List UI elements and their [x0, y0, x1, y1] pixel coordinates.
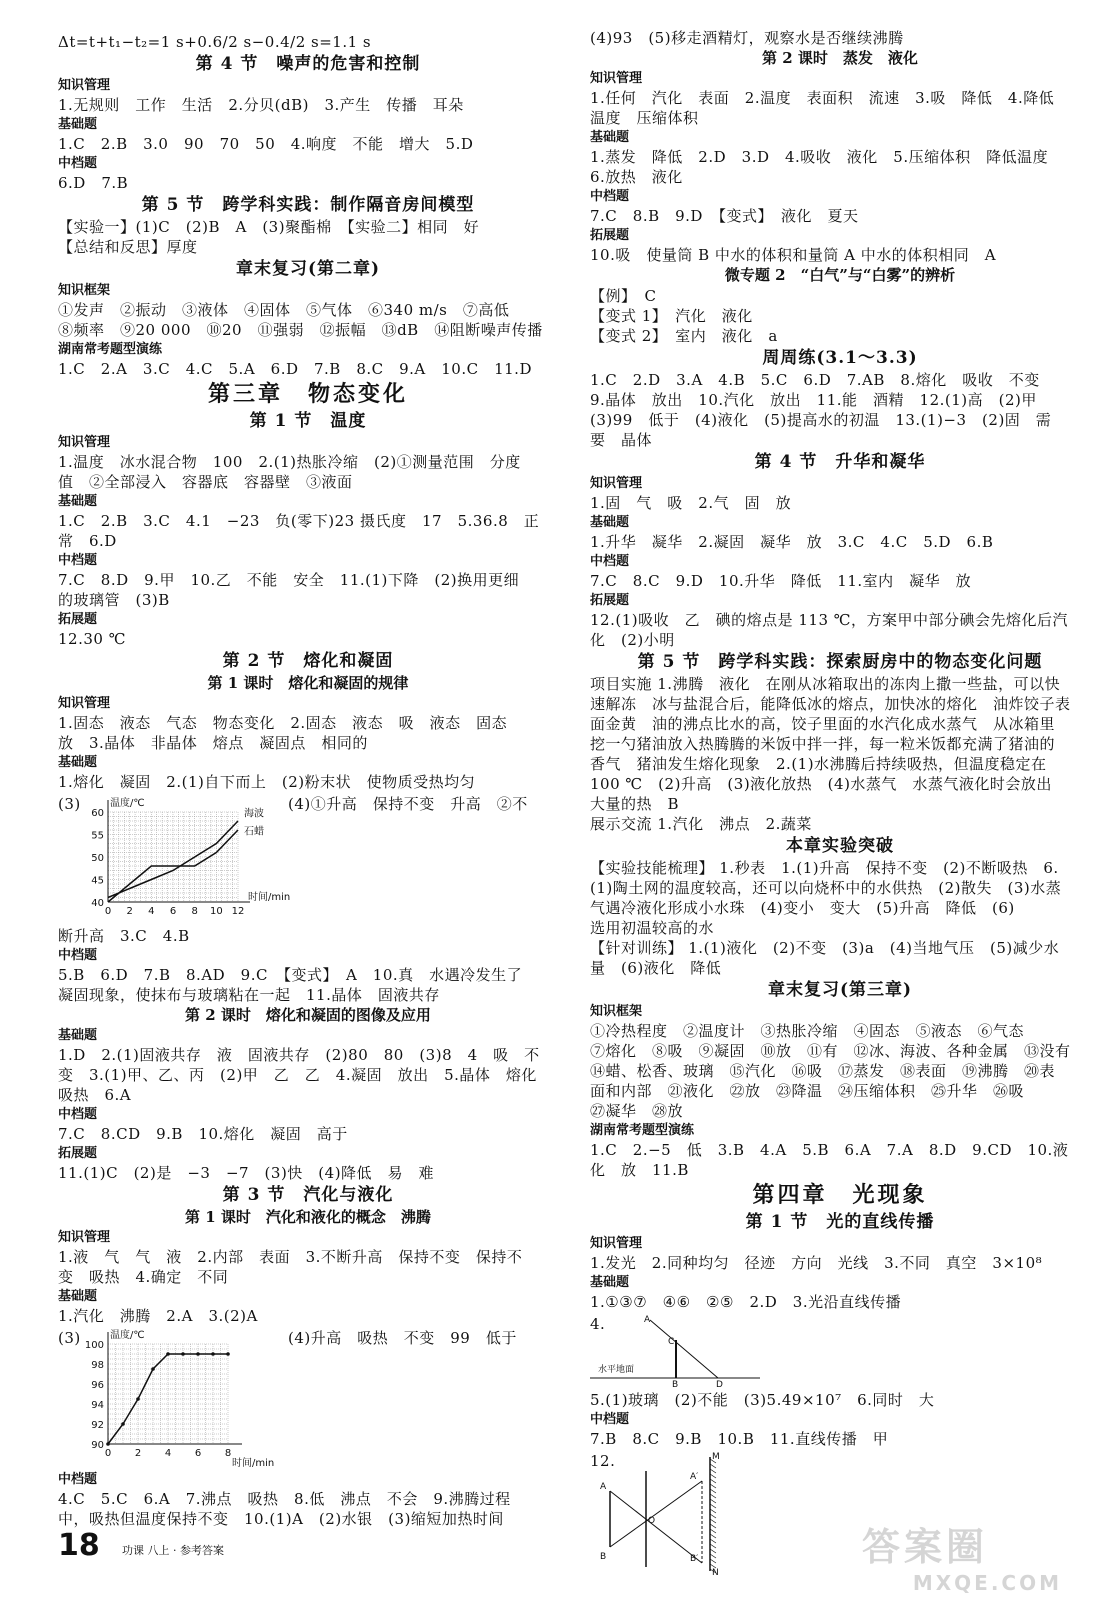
answer-line: 要 晶体: [590, 431, 653, 449]
answer-line: 温度 压缩体积: [590, 109, 699, 127]
pinhole-chart: [590, 1451, 750, 1577]
y-tick-label: 50: [91, 853, 104, 864]
answer-line: 【变式 1】 汽化 液化: [590, 307, 753, 325]
left-column: [58, 32, 558, 1529]
chapter-title: 第三章 物态变化: [207, 381, 408, 407]
category-label: 中档题: [590, 554, 630, 569]
answer-line: 100 ℃ (2)升高 (3)液化放热 (4)水蒸气 水蒸气液化时会放出: [590, 775, 1052, 793]
answer-line: 吸热 6.A: [58, 1086, 132, 1104]
y-tick-label: 92: [91, 1420, 104, 1431]
category-label: 基础题: [58, 1028, 98, 1043]
point-label: B: [600, 1552, 607, 1562]
category-label: 知识管理: [58, 696, 111, 711]
point-label: N: [712, 1568, 719, 1577]
y-tick-label: 60: [91, 808, 104, 819]
answer-line: 11.(1)C (2)是 −3 −7 (3)快 (4)降低 易 难: [58, 1164, 435, 1182]
boiling-chart: [78, 1328, 308, 1468]
answer-line: 7.B 8.C 9.B 10.B 11.直线传播 甲: [590, 1430, 889, 1448]
section-title: 周周练(3.1～3.3): [762, 348, 918, 368]
lesson-title: 第 2 课时 熔化和凝固的图像及应用: [185, 1006, 431, 1024]
section-title: 章末复习(第三章): [767, 980, 913, 1000]
answer-line: (3)99 低于 (4)液化 (5)提高水的初温 13.(1)−3 (2)固 需: [590, 411, 1052, 429]
x-tick-label: 4: [148, 906, 155, 917]
ground-label: 水平地面: [598, 1365, 635, 1375]
right-column: [590, 28, 1090, 1579]
lesson-title: 第 2 课时 蒸发 液化: [762, 49, 918, 67]
question-number: (3): [58, 1329, 81, 1347]
answer-line: 大量的热 B: [590, 795, 680, 813]
category-label: 湖南常考题型演练: [58, 342, 163, 357]
answer-line: 选用初温较高的水: [590, 919, 715, 937]
category-label: 拓展题: [590, 593, 630, 608]
answer-line: 【实验一】(1)C (2)B A (3)聚酯棉 【实验二】相同 好: [58, 218, 480, 236]
y-tick-label: 40: [91, 898, 104, 909]
y-tick-label: 94: [91, 1400, 104, 1411]
chapter-title: 第四章 光现象: [752, 1182, 928, 1208]
answer-line: 7.C 8.B 9.D 【变式】 液化 夏天: [590, 207, 859, 225]
answer-line: 【例】 C: [590, 287, 657, 305]
answer-line: 1.C 2.D 3.A 4.B 5.C 6.D 7.AB 8.熔化 吸收 不变: [590, 371, 1040, 389]
answer-line: 1.任何 汽化 表面 2.温度 表面积 流速 3.吸 降低 4.降低: [590, 89, 1055, 107]
category-label: 知识管理: [58, 78, 111, 93]
answer-line: 速解冻 冰与盐混合后，能降低冰的熔点，加快冰的熔化 油炸饺子表: [590, 695, 1071, 713]
answer-line: 常 6.D: [58, 532, 117, 550]
answer-line: 化 (2)小明: [590, 631, 675, 649]
answer-line: 7.C 8.CD 9.B 10.熔化 凝固 高于: [58, 1125, 348, 1143]
answer-line: ⑧频率 ⑨20 000 ⑩20 ⑪强弱 ⑫振幅 ⑬dB ⑭阻断噪声传播: [58, 321, 543, 339]
answer-line: 6.放热 液化: [590, 168, 683, 186]
x-tick-label: 0: [104, 1448, 112, 1459]
light-ray-diagram: [590, 1314, 770, 1388]
category-label: 基础题: [590, 130, 630, 145]
x-tick-label: 10: [209, 906, 223, 917]
footer-text: 功课 八上 · 参考答案: [122, 1544, 224, 1557]
lesson-title: 第 1 课时 熔化和凝固的规律: [207, 674, 409, 692]
page-number: 18: [58, 1528, 100, 1563]
point-label: C: [668, 1337, 675, 1347]
legend-label: 海波: [244, 808, 264, 820]
category-label: 知识管理: [58, 1230, 111, 1245]
answer-line: 12.(1)吸收 乙 碘的熔点是 113 ℃，方案甲中部分碘会先熔化后汽: [590, 611, 1069, 629]
category-label: 基础题: [590, 515, 630, 530]
category-label: 中档题: [58, 1107, 98, 1122]
answer-line: 【变式 2】 室内 液化 a: [590, 327, 778, 345]
category-label: 基础题: [590, 1275, 630, 1290]
answer-line: 1.固态 液态 气态 物态变化 2.固态 液态 吸 液态 固态: [58, 714, 508, 732]
section-title: 第 5 节 跨学科实践：探索厨房中的物态变化问题: [637, 652, 1043, 672]
y-axis-label: 温度/℃: [110, 1330, 145, 1341]
category-label: 中档题: [58, 553, 98, 568]
point-label: A′: [690, 1472, 699, 1482]
answer-line: ①冷热程度 ②温度计 ③热胀冷缩 ④固态 ⑤液态 ⑥气态: [590, 1022, 1025, 1040]
answer-line: 放 3.晶体 非晶体 熔点 凝固点 相同的: [58, 734, 368, 752]
watermark: [862, 1516, 1062, 1595]
section-title: 第 2 节 熔化和凝固: [222, 651, 394, 671]
answer-line: 1.C 2.−5 低 3.B 4.A 5.B 6.A 7.A 8.D 9.CD 10.液: [590, 1141, 1069, 1159]
x-tick-label: 8: [191, 906, 198, 917]
category-label: 基础题: [58, 117, 98, 132]
point-label: A: [600, 1482, 607, 1492]
answer-line: 1.升华 凝华 2.凝固 凝华 放 3.C 4.C 5.D 6.B: [590, 533, 994, 551]
x-tick-label: 4: [164, 1448, 172, 1459]
category-label: 中档题: [58, 1472, 98, 1487]
answer-line: 面金黄 油的沸点比水的高，饺子里面的水汽化成水蒸气 从冰箱里: [590, 715, 1056, 733]
answer-line: 6.D 7.B: [58, 174, 129, 192]
answer-line: 10.吸 使量筒 B 中水的体积和量筒 A 中水的体积相同 A: [590, 246, 997, 264]
y-tick-label: 100: [84, 1340, 104, 1351]
category-label: 知识管理: [590, 1236, 643, 1251]
x-axis-label: 时间/min: [232, 1458, 275, 1468]
answer-line: 9.晶体 放出 10.汽化 放出 11.能 酒精 12.(1)高 (2)甲: [590, 391, 1037, 409]
category-label: 基础题: [58, 494, 98, 509]
answer-line: 的玻璃管 (3)B: [58, 591, 170, 609]
x-tick-label: 8: [224, 1448, 232, 1459]
category-label: 知识管理: [58, 435, 111, 450]
answer-line: 项目实施 1.沸腾 液化 在刚从冰箱取出的冻肉上撒一些盐，可以快: [590, 675, 1061, 693]
watermark-text: 答案圈: [862, 1525, 989, 1569]
point-label: D: [716, 1380, 723, 1388]
melting-chart: [78, 794, 308, 924]
point-label: A: [644, 1315, 651, 1325]
category-label: 湖南常考题型演练: [590, 1123, 695, 1138]
category-label: 拓展题: [58, 1146, 98, 1161]
answer-line: 挖一勺猪油放入热腾腾的米饭中拌一拌，每一粒米饭都充满了猪油的: [590, 735, 1056, 753]
answer-line: (4)93 (5)移走酒精灯，观察水是否继续沸腾: [590, 29, 904, 47]
y-tick-label: 96: [91, 1380, 104, 1391]
answer-line: 5.(1)玻璃 (2)不能 (3)5.49×10⁷ 6.同时 大: [590, 1391, 935, 1409]
answer-line: 【针对训练】 1.(1)液化 (2)不变 (3)a (4)当地气压 (5)减少水: [590, 939, 1060, 957]
category-label: 中档题: [590, 1412, 630, 1427]
y-tick-label: 45: [91, 875, 104, 887]
category-label: 拓展题: [58, 612, 98, 627]
answer-line: 4.C 5.C 6.A 7.沸点 吸热 8.低 沸点 不会 9.沸腾过程: [58, 1490, 511, 1508]
category-label: 拓展题: [590, 228, 630, 243]
category-label: 中档题: [58, 156, 98, 171]
lesson-title: 微专题 2 “白气”与“白雾”的辨析: [724, 266, 956, 284]
section-title: 第 5 节 跨学科实践：制作隔音房间模型: [141, 195, 475, 215]
answer-line: 1.①③⑦ ④⑥ ②⑤ 2.D 3.光沿直线传播: [590, 1293, 902, 1311]
point-label: O: [648, 1516, 656, 1526]
x-tick-label: 6: [194, 1448, 202, 1459]
answer-line: 1.液 气 气 液 2.内部 表面 3.不断升高 保持不变 保持不: [58, 1248, 523, 1266]
answer-line: 1.C 2.B 3.C 4.1 −23 负(零下)23 摄氏度 17 5.36.8 正: [58, 512, 540, 530]
answer-line: 12.30 ℃: [58, 630, 126, 648]
answer-line: 1.蒸发 降低 2.D 3.D 4.吸收 液化 5.压缩体积 降低温度: [590, 148, 1049, 166]
answer-line: 1.C 2.B 3.0 90 70 50 4.响度 不能 增大 5.D: [58, 135, 474, 153]
answer-line: 7.C 8.C 9.D 10.升华 降低 11.室内 凝华 放: [590, 572, 972, 590]
melting-graph: [58, 794, 558, 924]
answer-line: 1.无规则 工作 生活 2.分贝(dB) 3.产生 传播 耳朵: [58, 96, 464, 114]
answer-line: 气遇冷液化形成小水珠 (4)变小 变大 (5)升高 降低 (6): [590, 899, 1015, 917]
section-title: 本章实验突破: [786, 836, 894, 856]
legend-label: 石蜡: [244, 826, 264, 838]
answer-line: 1.C 2.A 3.C 4.C 5.A 6.D 7.B 8.C 9.A 10.C 11.D: [58, 360, 532, 378]
answer-line: 1.温度 冰水混合物 100 2.(1)热胀冷缩 (2)①测量范围 分度: [58, 453, 521, 471]
lesson-title: 第 1 课时 汽化和液化的概念 沸腾: [185, 1208, 431, 1226]
section-title: 第 4 节 升华和凝华: [754, 452, 926, 472]
watermark-url: MXQE.COM: [912, 1571, 1062, 1595]
answer-line: 化 放 11.B: [590, 1161, 689, 1179]
category-label: 基础题: [58, 755, 98, 770]
answer-line: 香气 猪油发生熔化现象 2.(1)水沸腾后持续吸热，但温度稳定在: [590, 755, 1047, 773]
answer-line: ㉗凝华 ㉘放: [590, 1102, 684, 1120]
boiling-graph: [58, 1328, 558, 1468]
x-tick-label: 2: [134, 1448, 142, 1459]
answer-line: 量 (6)液化 降低: [590, 959, 722, 977]
answer-line: 1.D 2.(1)固液共存 液 固液共存 (2)80 80 (3)8 4 吸 不: [58, 1046, 540, 1064]
answer-line: 1.汽化 沸腾 2.A 3.(2)A: [58, 1307, 258, 1325]
question-number: (3): [58, 795, 81, 813]
x-tick-label: 12: [231, 906, 245, 917]
category-label: 中档题: [590, 189, 630, 204]
answer-line: ⑭蜡、松香、玻璃 ⑮汽化 ⑯吸 ⑰蒸发 ⑱表面 ⑲沸腾 ⑳表: [590, 1062, 1056, 1080]
answer-line: 中，吸热但温度保持不变 10.(1)A (2)水银 (3)缩短加热时间: [58, 1510, 504, 1528]
answer-line: 【实验技能梳理】 1.秒表 1.(1)升高 保持不变 (2)不断吸热 6.: [590, 859, 1059, 877]
answer-line: 面和内部 ㉑液化 ㉒放 ㉓降温 ㉔压缩体积 ㉕升华 ㉖吸: [590, 1082, 1025, 1100]
point-label: B: [672, 1380, 679, 1388]
section-title: 第 1 节 温度: [249, 411, 367, 431]
answer-line: 凝固现象，使抹布与玻璃粘在一起 11.晶体 固液共存: [58, 986, 440, 1004]
section-title: 第 3 节 汽化与液化: [222, 1185, 394, 1205]
answer-line: ①发声 ②振动 ③液体 ④固体 ⑤气体 ⑥340 m/s ⑦高低: [58, 301, 510, 319]
answer-line: 变 吸热 4.确定 不同: [58, 1268, 229, 1286]
category-label: 知识管理: [590, 476, 643, 491]
x-tick-label: 2: [126, 906, 133, 917]
answer-line: 断升高 3.C 4.B: [58, 927, 190, 945]
category-label: 知识管理: [590, 71, 643, 86]
category-label: 知识框架: [590, 1004, 643, 1019]
x-tick-label: 6: [169, 906, 177, 917]
point-label: M: [712, 1452, 720, 1462]
answer-line: 1.发光 2.同种均匀 径迹 方向 光线 3.不同 真空 3×10⁸: [590, 1254, 1043, 1272]
answer-line: 1.熔化 凝固 2.(1)自下而上 (2)粉末状 使物质受热均匀: [58, 773, 476, 791]
category-label: 中档题: [58, 948, 98, 963]
answer-line: 变 3.(1)甲、乙、丙 (2)甲 乙 乙 4.凝固 放出 5.晶体 熔化: [58, 1066, 537, 1084]
section-title: 第 1 节 光的直线传播: [745, 1212, 935, 1232]
page-footer: [58, 1528, 224, 1563]
x-tick-label: 0: [104, 906, 112, 917]
answer-line: 展示交流 1.汽化 沸点 2.蔬菜: [590, 815, 812, 833]
question-number: 12.: [590, 1452, 616, 1470]
shadow-diagram: [590, 1314, 1090, 1388]
answer-line: Δt=t+t₁−t₂=1 s+0.6/2 s−0.4/2 s=1.1 s: [58, 33, 372, 51]
answer-text: (4)①升高 保持不变 升高 ②不: [288, 795, 528, 813]
section-title: 章末复习(第二章): [235, 259, 381, 279]
answer-line: ⑦熔化 ⑧吸 ⑨凝固 ⑩放 ⑪有 ⑫冰、海波、各种金属 ⑬没有: [590, 1042, 1071, 1060]
answer-line: 1.固 气 吸 2.气 固 放: [590, 494, 792, 512]
answer-line: 7.C 8.D 9.甲 10.乙 不能 安全 11.(1)下降 (2)换用更细: [58, 571, 520, 589]
category-label: 基础题: [58, 1289, 98, 1304]
question-number: 4.: [590, 1315, 606, 1333]
x-axis-label: 时间/min: [248, 892, 291, 903]
answer-line: 5.B 6.D 7.B 8.AD 9.C 【变式】 A 10.真 水遇冷发生了: [58, 966, 523, 984]
y-tick-label: 98: [91, 1360, 104, 1371]
y-axis-label: 温度/℃: [110, 798, 145, 809]
y-tick-label: 55: [91, 830, 104, 842]
point-label: B′: [690, 1554, 699, 1564]
answer-line: (1)陶土网的温度较高，还可以向烧杯中的水供热 (2)散失 (3)水蒸: [590, 879, 1062, 897]
category-label: 知识框架: [58, 283, 111, 298]
answer-line: 值 ②全部浸入 容器底 容器壁 ③液面: [58, 473, 353, 491]
answer-text: (4)升高 吸热 不变 99 低于: [288, 1329, 517, 1347]
answer-line: 【总结和反思】厚度: [58, 238, 198, 256]
section-title: 第 4 节 噪声的危害和控制: [195, 54, 421, 74]
y-tick-label: 90: [91, 1440, 104, 1451]
